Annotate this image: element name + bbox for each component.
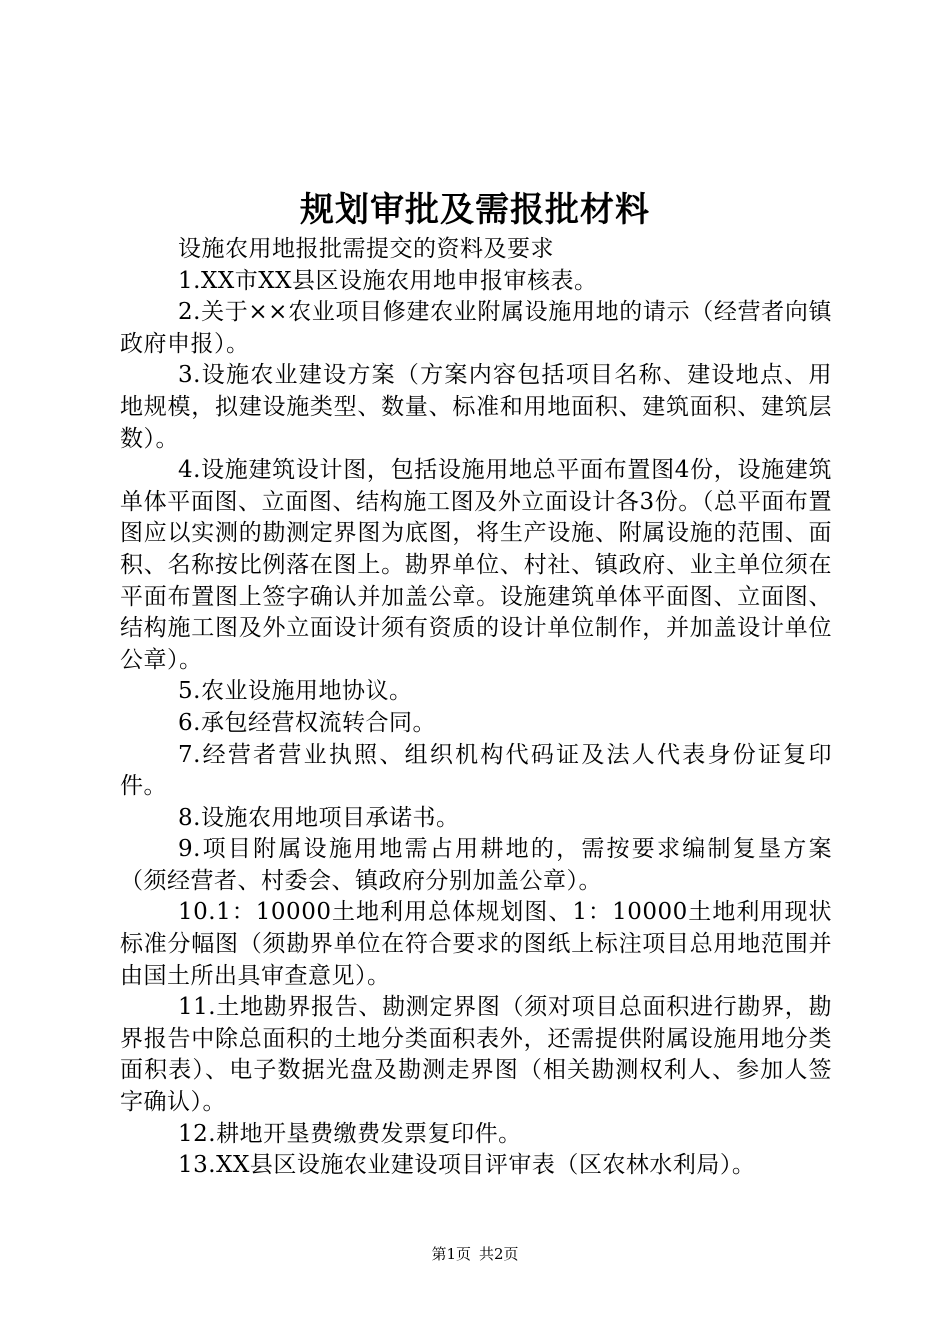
paragraph-item-7: 7.经营者营业执照、组织机构代码证及法人代表身份证复印件。: [120, 741, 832, 800]
paragraph-item-5: 5.农业设施用地协议。: [178, 678, 413, 705]
paragraph-item-11: 11.土地勘界报告、勘测定界图（须对项目总面积进行勘界，勘界报告中除总面积的土地分类面积表外，还需提供附属设施用地分类面积表）、电子数据光盘及勘测走界图（相关勘测权利人、参加人签字确认）。: [120, 994, 832, 1116]
paragraph-item-10: 10.1：10000土地利用总体规划图、1：10000土地利用现状标准分幅图（须勘界单位在符合要求的图纸上标注项目总用地范围并由国土所出具审查意见）。: [120, 899, 832, 989]
paragraph-intro: 设施农用地报批需提交的资料及要求: [178, 236, 554, 262]
document-body: [120, 234, 832, 1182]
document-title: 规划审批及需报批材料: [300, 190, 650, 230]
paragraph-item-12: 12.耕地开垦费缴费发票复印件。: [178, 1120, 522, 1147]
paragraph-item-13: 13.XX县区设施农业建设项目评审表（区农林水利局）。: [178, 1152, 756, 1179]
paragraph-item-9: 9.项目附属设施用地需占用耕地的，需按要求编制复垦方案（须经营者、村委会、镇政府分别加盖公章）。: [120, 836, 832, 894]
page-number: 第1页: [431, 1245, 471, 1263]
page-total: 共2页: [479, 1245, 519, 1263]
paragraph-item-1: 1.XX市XX县区设施农用地申报审核表。: [178, 267, 598, 294]
paragraph-item-4: 4.设施建筑设计图，包括设施用地总平面布置图4份，设施建筑单体平面图、立面图、结构施工图及外立面设计各3份。（总平面布置图应以实测的勘测定界图为底图，将生产设施、附属设施的范围、面积、名称按比例落在图上。勘界单位、村社、镇政府、业主单位须在平面布置图上签字确认并加盖公章。设施建筑单体平面图、立面图、结构施工图及外立面设计须有资质的设计单位制作，并加盖设计单位公章）。: [120, 457, 832, 673]
paragraph-item-6: 6.承包经营权流转合同。: [178, 709, 436, 736]
page-footer: [0, 1244, 950, 1264]
paragraph-item-8: 8.设施农用地项目承诺书。: [178, 804, 460, 831]
paragraph-item-3: 3.设施农业建设方案（方案内容包括项目名称、建设地点、用地规模，拟建设施类型、数量、标准和用地面积、建筑面积、建筑层数）。: [120, 362, 832, 452]
paragraph-item-2: 2.关于××农业项目修建农业附属设施用地的请示（经营者向镇政府申报）。: [120, 299, 832, 357]
